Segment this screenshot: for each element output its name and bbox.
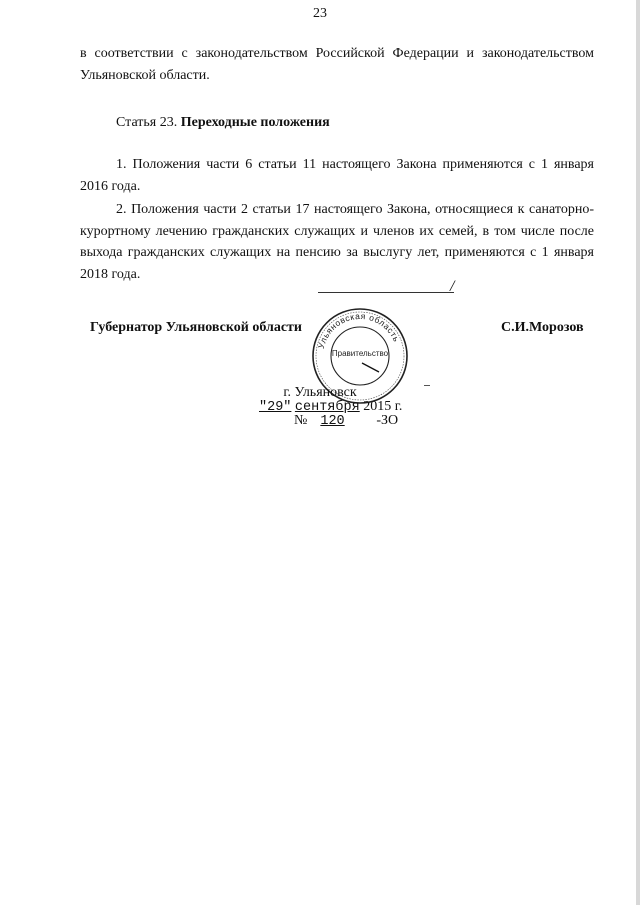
date-month: сентября <box>294 400 360 415</box>
date-day: "29" <box>259 400 292 415</box>
article-heading <box>116 115 330 131</box>
article-item-2: 2. Положения части 2 статьи 17 настоящего Закона, относящиеся к санаторно-курортному лечению гражданских служащих и членов их семей, в том числе после выхода гражданских служащих на пенсию за выслугу лет, применяются с 1 января 2018 года. <box>80 202 594 282</box>
signature-stroke: / <box>450 278 455 295</box>
date-year: 2015 г. <box>363 399 403 414</box>
svg-text:Ульяновская область: Ульяновская область <box>315 310 402 350</box>
number-sign: № <box>294 413 308 428</box>
article-label: Статья 23. <box>116 115 178 130</box>
law-number: 120 <box>320 414 345 429</box>
place-of-signing: г. Ульяновск <box>283 385 357 400</box>
signatory-position: Губернатор Ульяновской области <box>90 320 302 335</box>
paragraph-continuation: в соответствии с законодательством Российской Федерации и законодательством Ульяновской области. <box>80 46 594 83</box>
svg-text:Правительство: Правительство <box>331 349 389 358</box>
law-number-suffix: -ЗО <box>376 413 399 428</box>
article-item-1: 1. Положения части 6 статьи 11 настоящего Закона применяются с 1 января 2016 года. <box>80 157 594 194</box>
signatory-name: С.И.Морозов <box>501 320 584 335</box>
law-number-line <box>294 413 398 429</box>
article-title: Переходные положения <box>180 115 330 130</box>
page-number: 23 <box>313 6 327 21</box>
page-edge <box>636 0 640 905</box>
signature-line <box>318 292 454 293</box>
